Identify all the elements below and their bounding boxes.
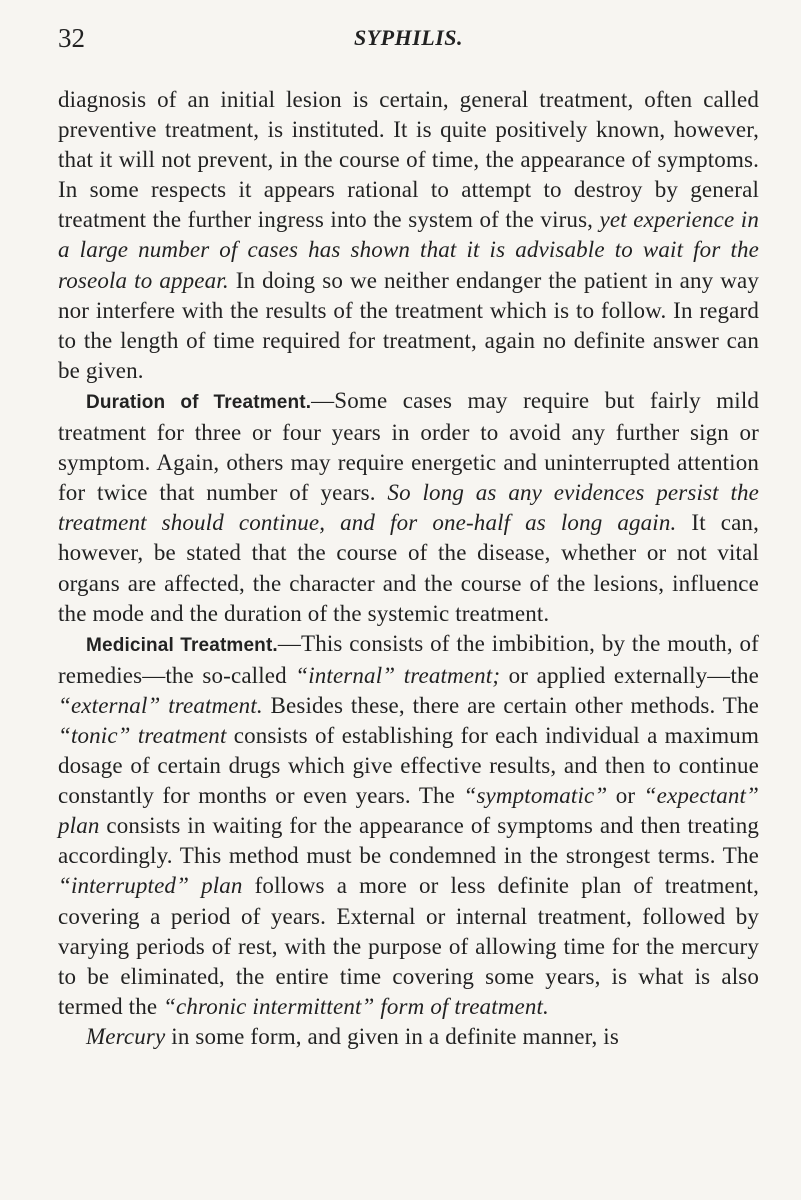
page-number: 32: [58, 23, 85, 53]
running-title: SYPHILIS.: [353, 25, 464, 50]
paragraph-mercury: Mercury in some form, and given in a definite manner, is: [86, 1023, 619, 1049]
paragraph-diagnosis: diagnosis of an initial lesion is certain, general treatment, often called preventive treatment, is instituted. It is quite positively known, however, that it will not prevent, in the course of time, the appearance of symptoms. In some respects it appears rational to attempt to destroy by general treatment the further ingress into the system of the virus, yet experience in a large number of cases has shown that it is advisable to wait for the roseola to appear. In doing so we neither endanger the patient in any way nor interfere with the results of the treatment which is to follow. In regard to the length of time required for treatment, again no definite answer can be given.: [58, 87, 759, 383]
paragraph-medicinal-treatment: Medicinal Treatment.—This consists of the imbibition, by the mouth, of remedies—the so-called “internal” treatment; or applied externally—the “external” treatment. Besides these, there are certain other methods. The “tonic” treatment consists of establishing for each individual a maximum dosage of certain drugs which give effective results, and then to continue constantly for months or even years. The “symptomatic” or “expectant” plan consists in waiting for the appearance of symptoms and then treating accordingly. This method must be condemned in the strongest terms. The “interrupted” plan follows a more or less definite plan of treatment, covering a period of years. External or internal treatment, followed by varying periods of rest, with the purpose of allowing time for the mercury to be eliminated, the entire time covering some years, is what is also termed the “chronic intermittent” form of treatment.: [58, 630, 760, 1019]
section-heading-medicinal: Medicinal Treatment.: [86, 634, 278, 656]
body-text: [58, 85, 759, 1052]
page-header: [58, 0, 759, 70]
paragraph-duration-of-treatment: Duration of Treatment.—Some cases may require but fairly mild treatment for three or four years in order to avoid any further sign or symptom. Again, others may require energetic and uninterrupted attention for twice that number of years. So long as any evidences persist the treatment should continue, and for one-half as long again. It can, however, be stated that the course of the disease, whether or not vital organs are affected, the character and the course of the lesions, influence the mode and the duration of the systemic treatment.: [58, 387, 760, 626]
section-heading-duration: Duration of Treatment.: [86, 391, 312, 413]
